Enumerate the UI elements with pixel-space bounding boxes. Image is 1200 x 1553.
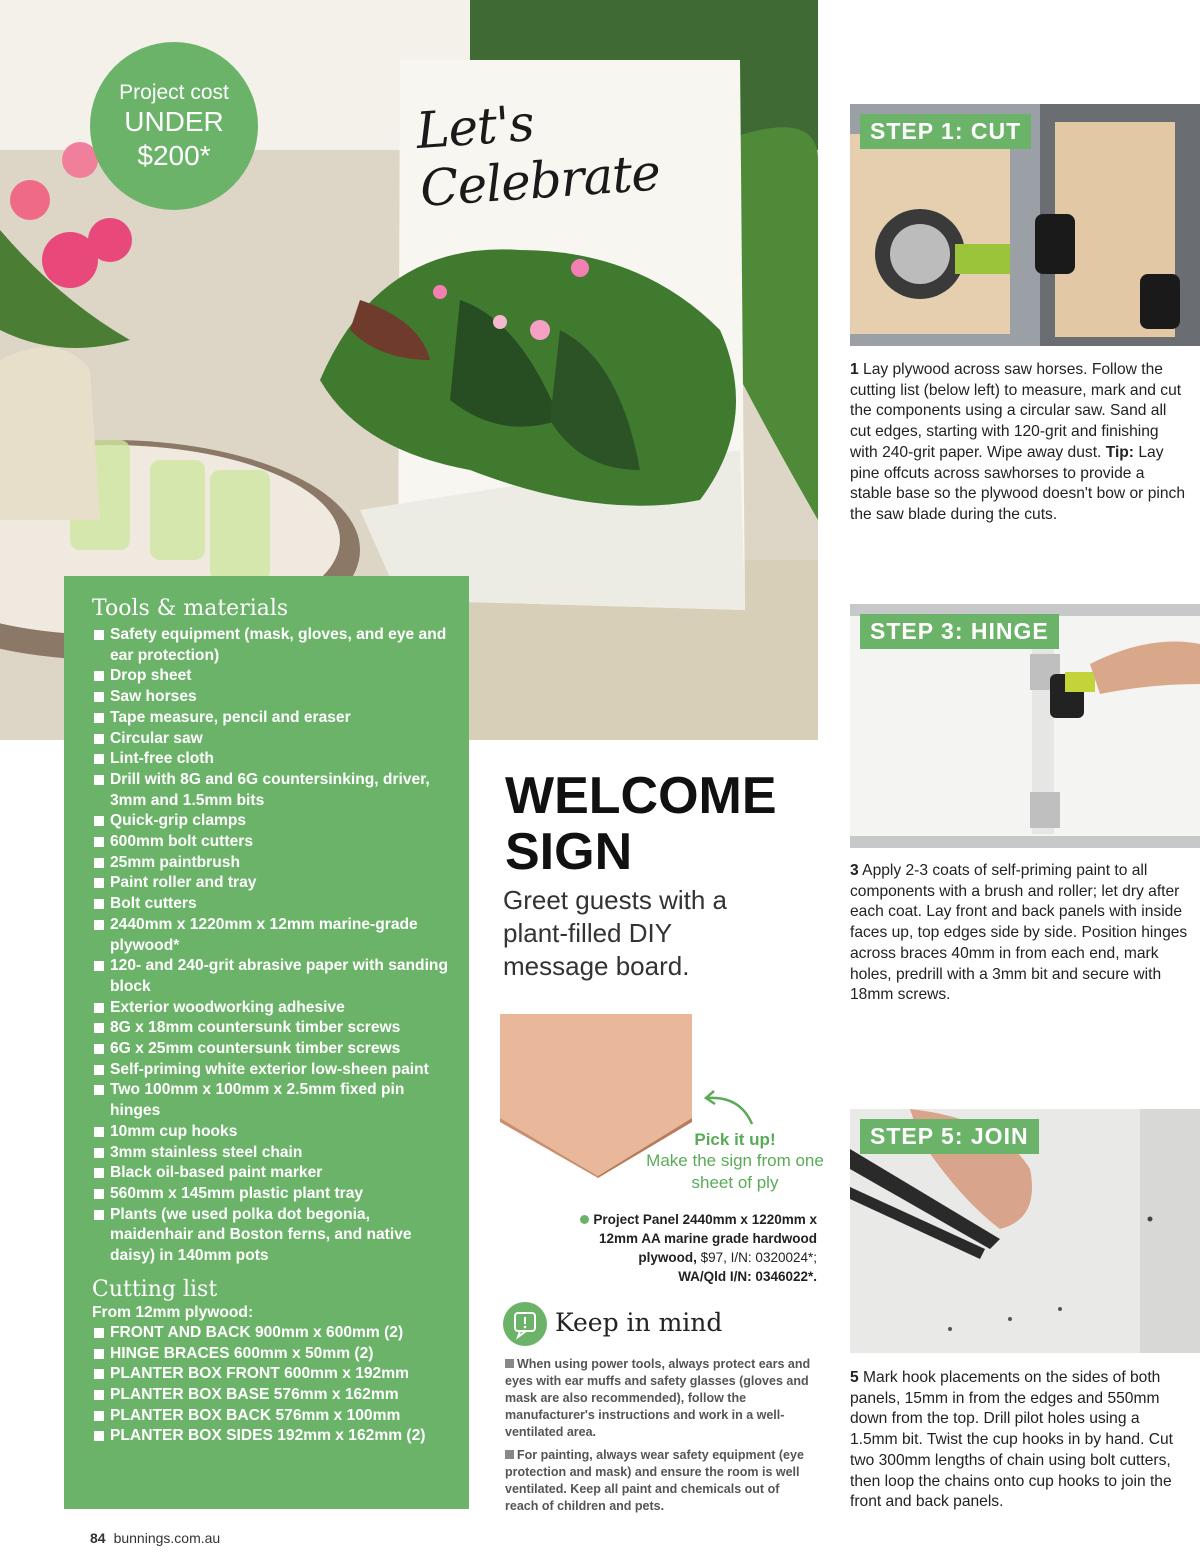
badge-line2: UNDER (124, 106, 224, 137)
step5-label: STEP 5: JOIN (860, 1119, 1039, 1154)
project-cost-badge (90, 42, 258, 210)
list-item: HINGE BRACES 600mm x 50mm (2) (92, 1344, 451, 1365)
list-item: Two 100mm x 100mm x 2.5mm fixed pin hinges (92, 1080, 451, 1121)
list-item: PLANTER BOX FRONT 600mm x 192mm (92, 1364, 451, 1385)
page-subtitle: Greet guests with a plant-filled DIY message board. (503, 885, 727, 981)
list-item: FRONT AND BACK 900mm x 600mm (2) (92, 1323, 451, 1344)
bullet-square-icon (505, 1450, 514, 1459)
cutting-list (92, 1323, 451, 1447)
tools-heading: Tools & materials (92, 596, 289, 621)
step1-label: STEP 1: CUT (860, 114, 1031, 149)
list-item: Plants (we used polka dot begonia, maidenhair and Boston ferns, and native daisy) in 140mm pots (92, 1205, 451, 1267)
list-item: 10mm cup hooks (92, 1122, 451, 1143)
list-item: Circular saw (92, 729, 451, 750)
keep-in-mind-text (505, 1356, 815, 1521)
list-item: Quick-grip clamps (92, 811, 451, 832)
step1-instructions (850, 360, 1190, 526)
footer-website: bunnings.com.au (113, 1530, 221, 1546)
step5-text: Mark hook placements on the sides of both panels, 15mm in from the edges and 550mm down from the top. Drill pilot holes using a 1.5mm bit. Twist the cup hooks in by hand. Cut two 300mm lengths of chain using bolt cutters, then loop the chains onto cup hooks to join the front and back panels. (850, 1369, 1174, 1511)
list-item: Drop sheet (92, 666, 451, 687)
list-item: Paint roller and tray (92, 873, 451, 894)
page-title (505, 768, 777, 880)
tools-list (92, 625, 451, 1267)
list-item: PLANTER BOX SIDES 192mm x 162mm (2) (92, 1426, 451, 1447)
step5-instructions (850, 1368, 1190, 1513)
safety-note: When using power tools, always protect ears and eyes with ear muffs and safety glasses (gloves and mask are also recommended), follow the manufacturer's instructions and work in a well-ventilated area. (505, 1357, 811, 1439)
tools-materials-panel (64, 576, 469, 1509)
cutting-list-heading: Cutting list (92, 1276, 218, 1302)
list-item: 8G x 18mm countersunk timber screws (92, 1018, 451, 1039)
bullet-square-icon (505, 1359, 514, 1368)
title-line2: SIGN (505, 823, 633, 881)
list-item: Drill with 8G and 6G countersinking, driver, 3mm and 1.5mm bits (92, 770, 451, 811)
list-item: 25mm paintbrush (92, 853, 451, 874)
list-item: 120- and 240-grit abrasive paper with sanding block (92, 956, 451, 997)
page-number: 84 (90, 1530, 106, 1546)
title-line1: WELCOME (505, 767, 777, 825)
list-item: PLANTER BOX BASE 576mm x 162mm (92, 1385, 451, 1406)
product-wa-item-number: WA/Qld I/N: 0346022*. (678, 1269, 817, 1284)
sign-board-lettering: Let's Celebrate (414, 94, 662, 218)
step3-number: 3 (850, 862, 859, 879)
bullet-dot-icon (580, 1215, 589, 1224)
keep-in-mind-icon (503, 1302, 547, 1346)
product-info (545, 1210, 817, 1286)
curved-arrow-icon (700, 1088, 760, 1128)
list-item: 600mm bolt cutters (92, 832, 451, 853)
step5-photo (850, 1109, 1200, 1353)
list-item: Self-priming white exterior low-sheen paint (92, 1060, 451, 1081)
badge-line1: Project cost (119, 80, 229, 104)
list-item: 560mm x 145mm plastic plant tray (92, 1184, 451, 1205)
list-item: 6G x 25mm countersunk timber screws (92, 1039, 451, 1060)
step1-text: Lay plywood across saw horses. Follow the cutting list (below left) to measure, mark and cut the components using a circular saw. Sand all cut edges, starting with 120-grit and finishing with 240-grit paper. Wipe away dust. (850, 361, 1182, 461)
list-item: Exterior woodworking adhesive (92, 998, 451, 1019)
step3-photo (850, 604, 1200, 848)
list-item: PLANTER BOX BACK 576mm x 100mm (92, 1406, 451, 1427)
cutting-list-subheading: From 12mm plywood: (92, 1303, 254, 1321)
step1-number: 1 (850, 361, 859, 378)
list-item: Tape measure, pencil and eraser (92, 708, 451, 729)
step3-label: STEP 3: HINGE (860, 614, 1059, 649)
list-item: Saw horses (92, 687, 451, 708)
list-item: 2440mm x 1220mm x 12mm marine-grade plywood* (92, 915, 451, 956)
step3-text: Apply 2-3 coats of self-priming paint to all components with a brush and roller; let dry after each coat. Lay front and back panels with inside faces up, top edges side by side. Position hinges across braces 40mm in from each end, mark holes, predrill with a 3mm bit and secure with 18mm screws. (850, 862, 1188, 1004)
safety-note: For painting, always wear safety equipment (eye protection and mask) and ensure the room is well ventilated. Keep all paint and chemicals out of reach of children and pets. (505, 1448, 804, 1513)
page-footer (90, 1530, 220, 1546)
step3-instructions (850, 861, 1190, 1006)
list-item: 3mm stainless steel chain (92, 1143, 451, 1164)
list-item: Lint-free cloth (92, 749, 451, 770)
product-description: Project Panel 2440mm x 1220mm x 12mm AA marine grade hardwood plywood, (593, 1212, 817, 1265)
pickup-text: Make the sign from one sheet of ply (646, 1151, 824, 1192)
keep-in-mind-heading: Keep in mind (555, 1308, 723, 1337)
list-item: Bolt cutters (92, 894, 451, 915)
product-price: $97, I/N: 0320024*; (696, 1250, 817, 1265)
step1-photo (850, 104, 1200, 346)
step5-number: 5 (850, 1369, 859, 1386)
list-item: Black oil-based paint marker (92, 1163, 451, 1184)
list-item: Safety equipment (mask, gloves, and eye and ear protection) (92, 625, 451, 666)
badge-price: $200* (137, 139, 211, 171)
pick-it-up-callout (640, 1130, 830, 1194)
pickup-heading: Pick it up! (694, 1130, 776, 1149)
step1-tip: Lay pine offcuts across sawhorses to provide a stable base so the plywood doesn't bow or pinch the saw blade during the cuts. (850, 443, 1185, 523)
step1-tip-label: Tip: (1105, 443, 1134, 461)
